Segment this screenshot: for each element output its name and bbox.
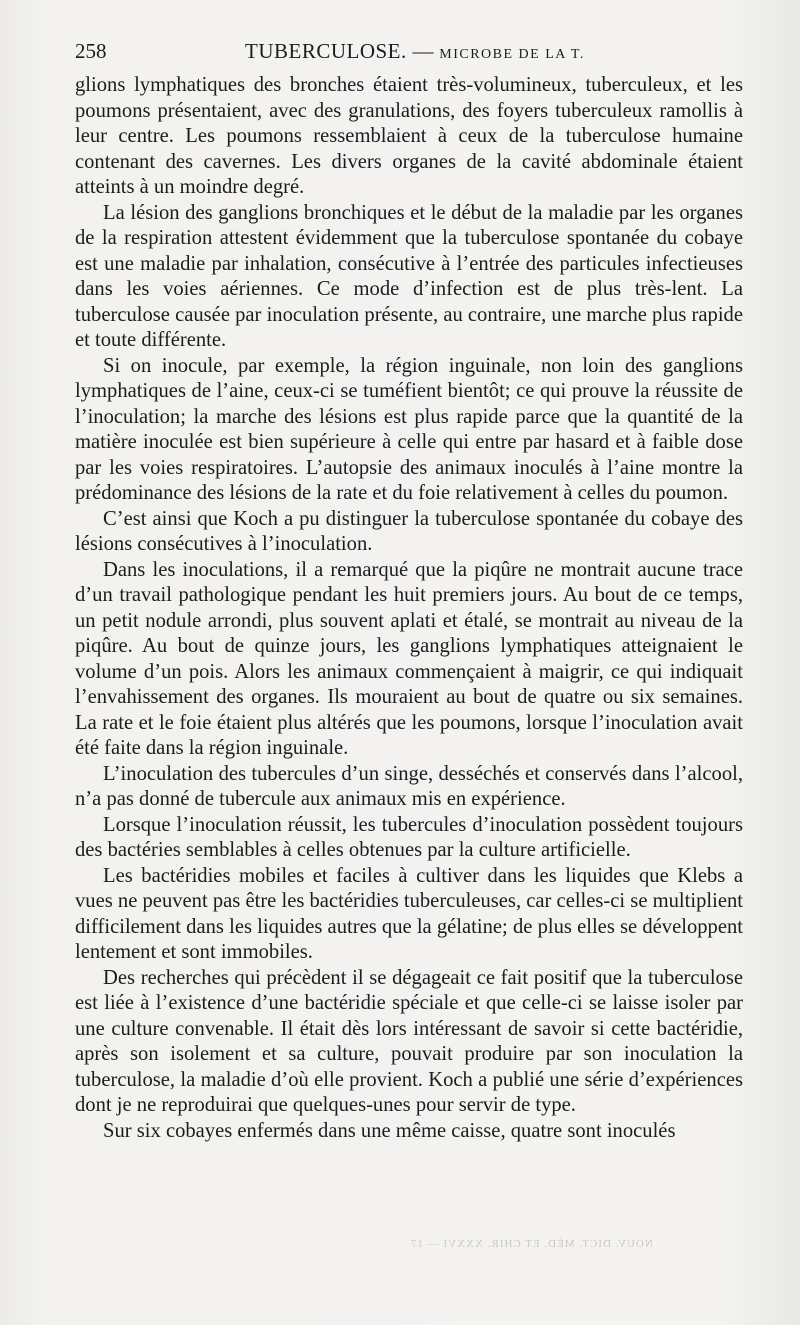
running-title-main: TUBERCULOSE. — bbox=[245, 39, 435, 63]
paragraph: glions lymphatiques des bronches étaient très-volumineux, tuberculeux, et les poumons présentaient, avec des granulations, des foyers tuberculeux ramollis à leur centre. Les poumons ressemblaient à ceux de la tuberculose humaine contenant des cavernes. Les divers organes de la cavité abdominale étaient atteints à un moindre degré. bbox=[75, 74, 743, 198]
paragraph: La lésion des ganglions bronchiques et le début de la maladie par les organes de la respiration attestent évidemment que la tuberculose spontanée du cobaye est une maladie par inhalation, consécutive à l’entrée des particules infectieuses dans les voies aériennes. Ce mode d’infection est de plus très-lent. La tuberculose causée par inoculation présente, au contraire, une marche plus rapide et toute différente. bbox=[75, 201, 743, 351]
paragraph: Dans les inoculations, il a remarqué que la piqûre ne montrait aucune trace d’un travail pathologique pendant les huit premiers jours. Au bout de ce temps, un petit nodule arrondi, plus souvent aplati et étalé, se montrait au niveau de la piqûre. Au bout de quinze jours, les ganglions lymphatiques atteignaient le volume d’un pois. Alors les animaux commençaient à maigrir, ce qui indiquait l’envahissement des organes. Ils mouraient au bout de quatre ou six semaines. La rate et le foie étaient plus altérés que les poumons, lorsque l’inoculation avait été faite dans la région inguinale. bbox=[75, 558, 743, 759]
running-title bbox=[245, 36, 585, 70]
page-number: 258 bbox=[75, 39, 107, 63]
running-title-sub: MICROBE DE LA T. bbox=[439, 47, 585, 62]
paragraph: Des recherches qui précèdent il se dégageait ce fait positif que la tuberculose est liée à l’existence d’une bactéridie spéciale et que celle-ci se laisse isoler par une culture convenable. Il était dès lors intéressant de savoir si cette bactéridie, après son isolement et sa culture, pouvait produire par son inoculation la tuberculose, la maladie d’où elle provient. Koch a publié une série d’expériences dont je ne reproduirai que quelques-unes pour servir de type. bbox=[75, 966, 743, 1116]
body-text bbox=[75, 73, 743, 1144]
paragraph: Si on inocule, par exemple, la région inguinale, non loin des ganglions lymphatiques de l’aine, ceux-ci se tuméfient bientôt; ce qui prouve la réussite de l’inoculation; la marche des lésions est plus rapide parce que la quantité de la matière inoculée est bien supérieure à celle qui entre par hasard et à faible dose par les voies respiratoires. L’autopsie des animaux inoculés à l’aine montre la prédominance des lésions de la rate et du foie relativement à celles du poumon. bbox=[75, 354, 743, 504]
paragraph: C’est ainsi que Koch a pu distinguer la tuberculose spontanée du cobaye des lésions consécutives à l’inoculation. bbox=[75, 507, 743, 555]
paragraph: Sur six cobayes enfermés dans une même caisse, quatre sont inoculés bbox=[103, 1119, 676, 1142]
paragraph: Lorsque l’inoculation réussit, les tubercules d’inoculation possèdent toujours des bactéries semblables à celles obtenues par la culture artificielle. bbox=[75, 813, 743, 861]
paragraph: Les bactéridies mobiles et faciles à cultiver dans les liquides que Klebs a vues ne peuvent pas être les bactéridies tuberculeuses, car celles-ci se multiplient difficilement dans les liquides autres que la gélatine; de plus elles se développent lentement et sont immobiles. bbox=[75, 864, 743, 963]
running-header bbox=[75, 36, 743, 66]
paragraph: L’inoculation des tubercules d’un singe, desséchés et conservés dans l’alcool, n’a pas donné de tubercule aux animaux mis en expérience. bbox=[75, 762, 743, 810]
bleed-through-footer: NOUV. DICT. MÉD. ET CHIR. XXXVI — 17 bbox=[410, 1238, 653, 1250]
